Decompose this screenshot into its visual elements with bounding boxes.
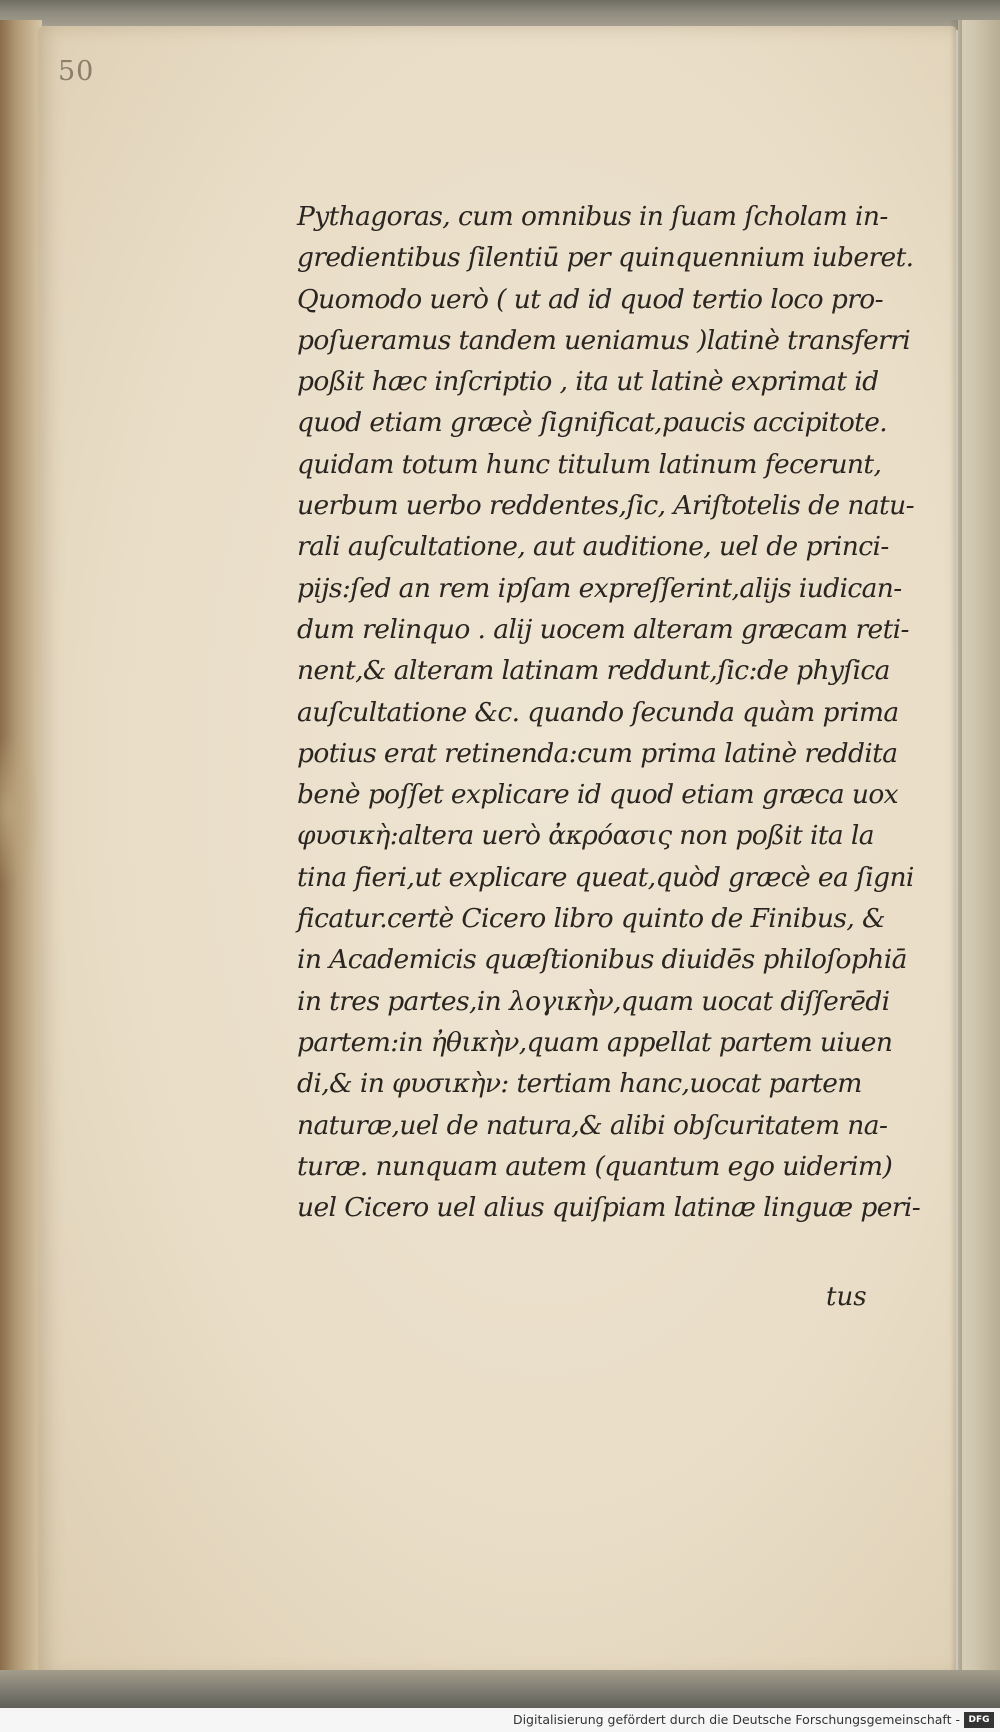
text-line: potius erat retinenda:cum prima latinè reddita [297, 737, 898, 769]
text-line: dum relinquo . alij uocem alteram græcam reti- [297, 613, 909, 645]
text-line: naturæ,uel de natura,& alibi obſcuritatem na- [297, 1109, 888, 1141]
text-line: in Academicis quæſtionibus diuidēs philoſophiā [297, 944, 907, 976]
page-gutter-shadow [950, 20, 962, 1680]
body-text [297, 196, 925, 1228]
text-line: turæ. nunquam autem (quantum ego uiderim) [297, 1150, 893, 1182]
text-line: quidam totum hunc titulum latinum fecerunt, [297, 448, 882, 480]
text-line: quod etiam græcè ſignificat,paucis accipitote. [297, 407, 888, 439]
text-line: ficatur.certè Cicero libro quinto de Finibus, & [297, 903, 885, 935]
digitization-footer [0, 1708, 1000, 1732]
text-line: nent,& alteram latinam reddunt,ſic:de phyſica [297, 655, 890, 687]
text-line: partem:in ἠθικὴν,quam appellat partem uiuen [297, 1026, 893, 1058]
text-line: uel Cicero uel alius quiſpiam latinæ linguæ peri- [297, 1192, 921, 1224]
text-line: poſueramus tandem ueniamus )latinè transferri [297, 324, 911, 356]
text-line: uerbum uerbo reddentes,ſic, Ariſtotelis de natu- [297, 490, 914, 522]
catchword: tus [826, 1282, 867, 1312]
text-line: di,& in φυσικὴν: tertiam hanc,uocat partem [297, 1068, 862, 1100]
text-line: φυσικὴ:altera uerò ἀκρόασις non poßit ita la [297, 820, 874, 852]
text-line: benè poſſet explicare id quod etiam græca uox [297, 779, 899, 811]
text-line: Pythagoras, cum omnibus in ſuam ſcholam in- [297, 201, 888, 232]
book-right-edge [958, 20, 1000, 1680]
text-line: poßit hæc inſcriptio , ita ut latinè exprimat id [297, 366, 879, 398]
text-line: in tres partes,in λογικὴν,quam uocat diſſerēdi [297, 985, 890, 1017]
text-line: tina fieri,ut explicare queat,quòd græcè ea ſigni [297, 861, 914, 893]
funding-credit: Digitalisierung gefördert durch die Deutsche Forschungsgemeinschaft - [512, 1712, 960, 1727]
text-line: Quomodo uerò ( ut ad id quod tertio loco pro- [297, 283, 883, 315]
text-line: gredientibus ſilentiū per quinquennium iuberet. [297, 242, 914, 274]
text-line: pijs:ſed an rem ipſam expreſſerint,alijs iudican- [297, 572, 902, 604]
page-number: 50 [58, 56, 95, 87]
text-line: rali auſcultatione, aut auditione, uel de princi- [297, 531, 889, 563]
text-line: auſcultatione &c. quando ſecunda quàm prima [297, 696, 899, 728]
dfg-logo: DFG [964, 1712, 994, 1728]
book-bottom-edge [0, 1670, 1000, 1710]
